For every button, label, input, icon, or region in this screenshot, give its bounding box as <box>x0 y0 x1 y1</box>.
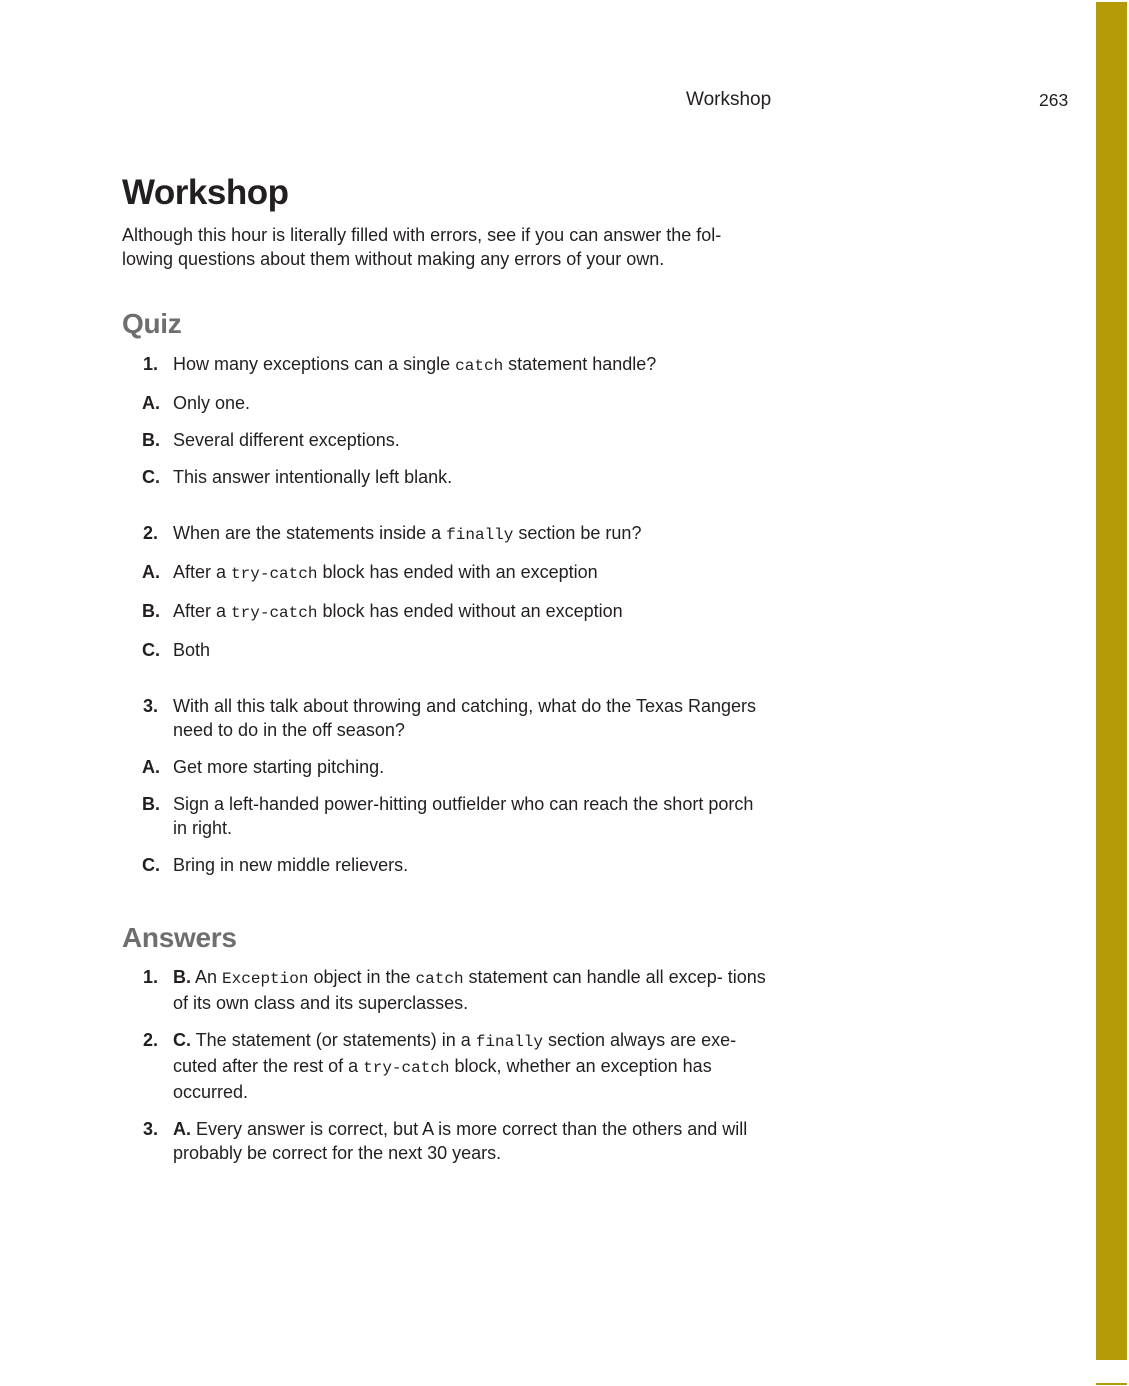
intro-paragraph: Although this hour is literally filled with errors, see if you can answer the fol- lowing questions about them without making any errors of your own. <box>122 225 722 269</box>
answer-text: An <box>191 967 223 987</box>
option-a <box>122 755 772 779</box>
answer-text: statement can handle all excep- tions of its own class and its superclasses. <box>173 967 766 1013</box>
option-text: This answer intentionally left blank. <box>173 467 453 487</box>
accent-side-bar-tick <box>1096 1383 1127 1385</box>
answer-text: Every answer is correct, but A is more correct than the others and will probably be correct for the next 30 years. <box>173 1119 748 1163</box>
option-c <box>122 465 772 489</box>
option-text: After a <box>173 601 232 621</box>
quiz-heading: Quiz <box>122 308 182 339</box>
option-text: After a <box>173 562 232 582</box>
question-text: statement handle? <box>503 354 657 374</box>
quiz-question-3 <box>122 694 772 742</box>
option-b <box>122 792 772 840</box>
accent-side-bar <box>1096 2 1127 1360</box>
option-text: Both <box>173 640 211 660</box>
page-title: Workshop <box>122 173 289 212</box>
question-number: 1. <box>143 354 159 374</box>
inline-code: catch <box>455 357 504 375</box>
answer-number: 2. <box>143 1030 159 1050</box>
page-number: 263 <box>1039 90 1069 110</box>
answer-number: 1. <box>143 967 159 987</box>
page-content <box>122 172 772 1178</box>
answer-number: 3. <box>143 1119 159 1139</box>
question-text: How many exceptions can a single <box>173 354 456 374</box>
answer-2 <box>122 1028 772 1104</box>
option-letter: B. <box>142 601 160 621</box>
answer-3 <box>122 1117 772 1165</box>
option-text: Get more starting pitching. <box>173 757 385 777</box>
question-3-options <box>122 755 772 877</box>
answer-letter: C. <box>173 1030 191 1050</box>
inline-code: try-catch <box>231 604 318 622</box>
question-number: 2. <box>143 523 159 543</box>
option-letter: B. <box>142 794 160 814</box>
answer-letter: B. <box>173 967 191 987</box>
inline-code: Exception <box>222 970 309 988</box>
option-text: Sign a left-handed power-hitting outfielder who can reach the short porch in right. <box>173 794 754 838</box>
option-letter: C. <box>142 640 160 660</box>
option-letter: B. <box>142 430 160 450</box>
option-text: Only one. <box>173 393 251 413</box>
question-text: section be run? <box>513 523 642 543</box>
option-c <box>122 853 772 877</box>
option-b <box>122 428 772 452</box>
quiz-question-2 <box>122 521 772 547</box>
option-letter: C. <box>142 855 160 875</box>
option-letter: A. <box>142 562 160 582</box>
question-number: 3. <box>143 696 159 716</box>
option-text: block has ended without an exception <box>317 601 623 621</box>
option-letter: A. <box>142 393 160 413</box>
inline-code: catch <box>415 970 464 988</box>
inline-code: finally <box>446 526 514 544</box>
answer-1 <box>122 965 772 1015</box>
question-1-options <box>122 391 772 489</box>
answer-text: section always are exe- cuted after the rest of a <box>173 1030 737 1076</box>
answer-text: object in the <box>308 967 416 987</box>
answers-list <box>122 965 772 1165</box>
option-text: block has ended with an exception <box>317 562 598 582</box>
option-letter: A. <box>142 757 160 777</box>
option-c <box>122 638 772 662</box>
question-text: When are the statements inside a <box>173 523 447 543</box>
option-b <box>122 599 772 625</box>
option-text: Several different exceptions. <box>173 430 400 450</box>
option-text: Bring in new middle relievers. <box>173 855 409 875</box>
quiz-question-1 <box>122 352 772 378</box>
inline-code: try-catch <box>363 1059 450 1077</box>
question-2-options <box>122 560 772 662</box>
question-text: With all this talk about throwing and catching, what do the Texas Rangers need to do in the off season? <box>173 696 756 740</box>
answer-text: block, whether an exception has occurred. <box>173 1056 712 1102</box>
option-a <box>122 560 772 586</box>
inline-code: finally <box>475 1033 544 1051</box>
option-a <box>122 391 772 415</box>
answers-heading: Answers <box>122 922 237 953</box>
answer-letter: A. <box>173 1119 191 1139</box>
option-letter: C. <box>142 467 160 487</box>
answer-text: The statement (or statements) in a <box>191 1030 476 1050</box>
inline-code: try-catch <box>231 565 318 583</box>
running-head: Workshop <box>686 89 772 110</box>
